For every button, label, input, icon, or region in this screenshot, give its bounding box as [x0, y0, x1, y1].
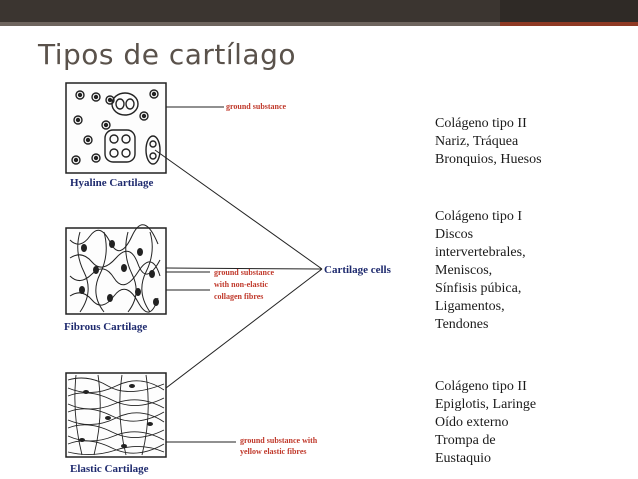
- elastic-line: Trompa de: [435, 433, 496, 448]
- hyaline-line: Bronquios, Huesos: [435, 152, 542, 167]
- fibrous-label-line2: with non-elastic: [214, 280, 268, 289]
- fibrous-info-block: [435, 208, 635, 334]
- elastic-line: Eustaquio: [435, 451, 491, 466]
- fibrous-line: Sínfisis púbica,: [435, 281, 522, 296]
- fibrous-label-line1: ground substance: [214, 268, 275, 277]
- elastic-line: Colágeno tipo II: [435, 379, 527, 394]
- fibrous-line: Colágeno tipo I: [435, 209, 523, 224]
- fibrous-line: intervertebrales,: [435, 245, 526, 260]
- elastic-caption: Elastic Cartilage: [70, 463, 149, 475]
- ground-substance-label: ground substance: [226, 102, 287, 111]
- elastic-info-block: [435, 378, 635, 468]
- hyaline-line: Colágeno tipo II: [435, 116, 527, 131]
- hyaline-caption: Hyaline Cartilage: [70, 177, 154, 189]
- fibrous-line: Tendones: [435, 317, 489, 332]
- hyaline-info-block: [435, 115, 635, 169]
- elastic-line: Epiglotis, Laringe: [435, 397, 537, 412]
- fibrous-label-line3: collagen fibres: [214, 292, 264, 301]
- fibrous-line: Meniscos,: [435, 263, 493, 278]
- elastic-label-line1: ground substance with: [240, 436, 318, 445]
- slide-title: Tipos de cartílago: [38, 38, 296, 71]
- elastic-cartilage-figure: [66, 373, 166, 475]
- fibrous-line: Discos: [435, 227, 474, 242]
- cartilage-cells-label: Cartilage cells: [324, 264, 391, 276]
- fibrous-line: Ligamentos,: [435, 299, 505, 314]
- fibrous-caption: Fibrous Cartilage: [64, 321, 148, 333]
- elastic-label-line2: yellow elastic fibres: [240, 447, 307, 456]
- hyaline-cartilage-figure: [66, 83, 166, 189]
- hyaline-line: Nariz, Tráquea: [435, 134, 519, 149]
- elastic-line: Oído externo: [435, 415, 509, 430]
- fibrous-cartilage-figure: [64, 225, 166, 333]
